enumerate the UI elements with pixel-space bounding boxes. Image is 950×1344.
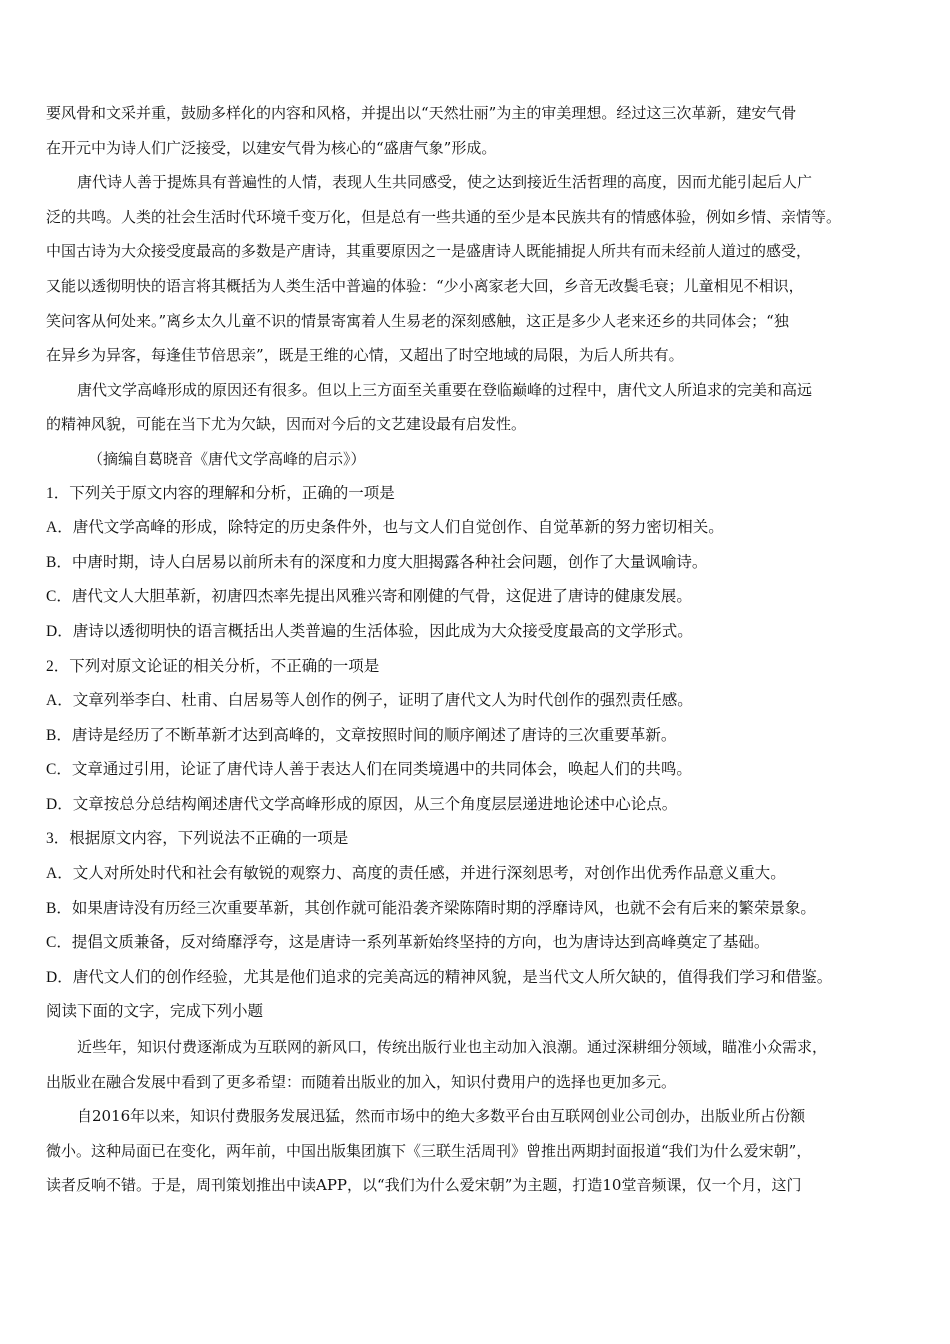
question-stem: 3．根据原文内容，下列说法不正确的一项是 <box>46 830 349 848</box>
question-option: C．提倡文质兼备，反对绮靡浮夸，这是唐诗一系列革新始终坚持的方向，也为唐诗达到高峰奠定了基础。 <box>46 934 770 952</box>
question-option: B．中唐时期，诗人白居易以前所未有的深度和力度大胆揭露各种社会问题，创作了大量讽喻诗。 <box>46 553 708 571</box>
question-3 <box>46 822 908 995</box>
passage-two <box>46 995 908 1203</box>
passage-line: 的精神风貌，可能在当下尤为欠缺，因而对今后的文艺建设最有启发性。 <box>46 415 527 434</box>
passage-line: 唐代诗人善于提炼具有普遍性的人情，表现人生共同感受，使之达到接近生活哲理的高度，因而尤能引起后人广 <box>77 173 813 192</box>
question-stem: 2．下列对原文论证的相关分析，不正确的一项是 <box>46 657 380 675</box>
question-1 <box>46 477 908 650</box>
question-option: A．唐代文学高峰的形成，除特定的历史条件外，也与文人们自觉创作、自觉革新的努力密切相关。 <box>46 519 724 537</box>
passage-line: 读者反响不错。于是，周刊策划推出中读APP，以“我们为什么爱宋朝”为主题，打造10堂音频课，仅一个月，这门 <box>46 1176 802 1195</box>
question-option: D．唐代文人们的创作经验，尤其是他们追求的完美高远的精神风貌，是当代文人所欠缺的，值得我们学习和借鉴。 <box>46 968 833 986</box>
passage-line: 出版业在融合发展中看到了更多希望：而随着出版业的加入，知识付费用户的选择也更加多元。 <box>46 1072 677 1091</box>
question-option: C．唐代文人大胆革新，初唐四杰率先提出风雅兴寄和刚健的气骨，这促进了唐诗的健康发展。 <box>46 588 692 606</box>
document-page <box>46 96 908 1203</box>
question-option: C．文章通过引用，论证了唐代诗人善于表达人们在同类境遇中的共同体会，唤起人们的共鸣。 <box>46 761 692 779</box>
passage-line: 中国古诗为大众接受度最高的多数是产唐诗，其重要原因之一是盛唐诗人既能捕捉人所共有而未经前人道过的感受， <box>46 242 812 261</box>
question-2 <box>46 650 908 823</box>
citation: （摘编自葛晓音《唐代文学高峰的启示》） <box>88 449 366 468</box>
question-option: D．唐诗以透彻明快的语言概括出人类普遍的生活体验，因此成为大众接受度最高的文学形式。 <box>46 622 693 640</box>
passage-line: 泛的共鸣。人类的社会生活时代环境千变万化，但是总有一些共通的至少是本民族共有的情感体验，例如乡情、亲情等。 <box>46 207 842 226</box>
section-instruction: 阅读下面的文字，完成下列小题 <box>46 1003 264 1021</box>
question-option: A．文人对所处时代和社会有敏锐的观察力、高度的责任感，并进行深刻思考，对创作出优秀作品意义重大。 <box>46 865 786 883</box>
question-stem: 1．下列关于原文内容的理解和分析，正确的一项是 <box>46 484 395 502</box>
passage-line: 在开元中为诗人们广泛接受，以建安气骨为核心的“盛唐气象”形成。 <box>46 138 497 157</box>
passage-line: 自2016年以来，知识付费服务发展迅猛，然而市场中的绝大多数平台由互联网创业公司创办，出版业所占份额 <box>77 1107 806 1126</box>
question-option: B．唐诗是经历了不断革新才达到高峰的，文章按照时间的顺序阐述了唐诗的三次重要革新。 <box>46 726 677 744</box>
passage-line: 微小。这种局面已在变化，两年前，中国出版集团旗下《三联生活周刊》曾推出两期封面报道“我们为什么爱宋朝”， <box>46 1141 812 1160</box>
passage-line: 在异乡为异客，每逢佳节倍思亲”，既是王维的心情，又超出了时空地域的局限，为后人所共有。 <box>46 346 684 365</box>
passage-one <box>46 96 908 477</box>
passage-line: 近些年，知识付费逐渐成为互联网的新风口，传统出版行业也主动加入浪潮。通过深耕细分领域，瞄准小众需求， <box>77 1038 828 1057</box>
passage-line: 要风骨和文采并重，鼓励多样化的内容和风格，并提出以“天然壮丽”为主的审美理想。经过这三次革新，建安气骨 <box>46 104 797 122</box>
question-option: B．如果唐诗没有历经三次重要革新，其创作就可能沿袭齐梁陈隋时期的浮靡诗风，也就不会有后来的繁荣景象。 <box>46 899 816 917</box>
question-option: D．文章按总分总结构阐述唐代文学高峰形成的原因，从三个角度层层递进地论述中心论点。 <box>46 795 678 813</box>
passage-line: 笑问客从何处来。”离乡太久儿童不识的情景寄寓着人生易老的深刻感触，这正是多少人老来还乡的共同体会；“独 <box>46 311 789 330</box>
passage-line: 又能以透彻明快的语言将其概括为人类生活中普遍的体验：“少小离家老大回，乡音无改鬓毛衰；儿童相见不相识， <box>46 276 804 295</box>
passage-line: 唐代文学高峰形成的原因还有很多。但以上三方面至关重要在登临巅峰的过程中，唐代文人所追求的完美和高远 <box>77 380 813 399</box>
question-option: A．文章列举李白、杜甫、白居易等人创作的例子，证明了唐代文人为时代创作的强烈责任感。 <box>46 692 693 710</box>
